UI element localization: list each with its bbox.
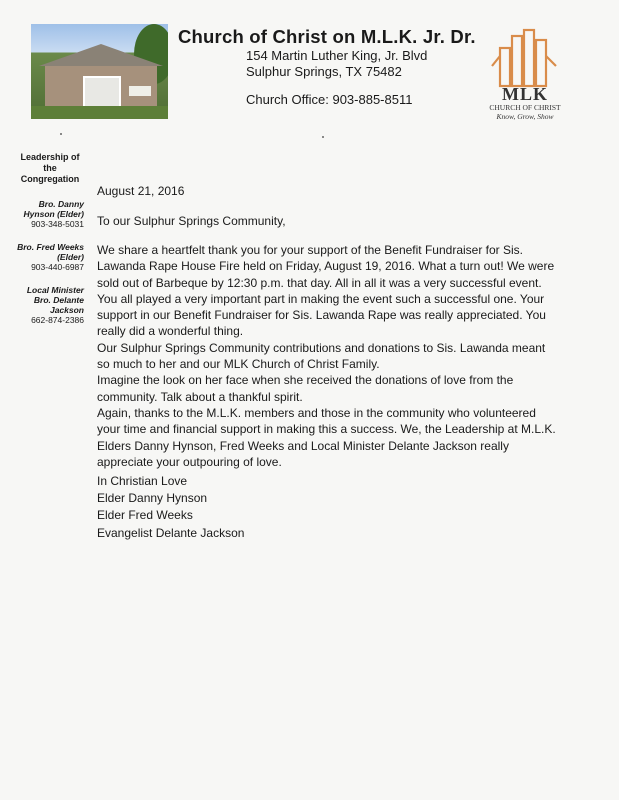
scan-speck — [60, 133, 62, 135]
church-office-phone: Church Office: 903-885-8511 — [246, 92, 413, 107]
closing-line: In Christian Love — [97, 474, 188, 488]
logo-subtitle: CHURCH OF CHRIST — [489, 103, 561, 112]
church-building-photo — [31, 24, 168, 119]
logo-tagline: Know, Grow, Show — [496, 112, 554, 121]
address-line-2: Sulphur Springs, TX 75482 — [246, 64, 402, 79]
leader-phone: 903-440-6987 — [31, 262, 84, 272]
letter-body — [97, 242, 557, 470]
leadership-sidebar — [16, 152, 84, 338]
leader-phone: 903-348-5031 — [31, 219, 84, 229]
sidebar-heading: Leadership of the Congregation — [20, 152, 80, 184]
closing-line: Evangelist Delante Jackson — [97, 525, 245, 540]
letter-date: August 21, 2016 — [97, 184, 185, 198]
logo-text — [470, 84, 580, 121]
closing-line: Elder Fred Weeks — [97, 508, 193, 523]
letter-paragraph: Imagine the look on her face when she received the donations of love from the community. Talk about a thankful spirit. — [97, 373, 514, 404]
leader-title: Bro. Danny Hynson (Elder) — [23, 199, 84, 219]
church-name: Church of Christ on M.L.K. Jr. Dr. — [178, 26, 476, 47]
letter-paragraph: Again, thanks to the M.L.K. members and those in the community who volunteered your time and financial support in making this a success. We, the Leadership at M.L.K. Elders Danny Hynson, Fred Weeks and Local Minister Delante Jackson really appreciate your outpouring of love. — [97, 405, 556, 469]
leader-phone: 662-874-2386 — [31, 315, 84, 325]
leader-title: Bro. Fred Weeks (Elder) — [17, 242, 84, 262]
leader-title: Local Minister Bro. Delante Jackson — [26, 285, 84, 315]
closing-line: Elder Danny Hynson — [97, 491, 208, 506]
letter-closing — [97, 473, 557, 542]
logo-mlk: MLK — [502, 84, 548, 104]
scan-speck — [322, 136, 324, 138]
address-line-1: 154 Martin Luther King, Jr. Blvd — [246, 48, 428, 63]
letter-paragraph: Our Sulphur Springs Community contributions and donations to Sis. Lawanda meant so much to her and our MLK Church of Christ Family. — [97, 340, 546, 372]
letter-paragraph: We share a heartfelt thank you for your support of the Benefit Fundraiser for Sis. Lawanda Rape House Fire held on Friday, August 19, 2016. What a turn out! We were sold out of Barbeque by 12:30 p.m. that day. All in all it was a very successful event. You all played a very important part in making the event such a successful one. Your support in our Benefit Fundraiser for Sis. Lawanda Rape was really appreciated. You really did a wonderful thing. — [97, 243, 555, 339]
letter-salutation: To our Sulphur Springs Community, — [97, 214, 286, 228]
